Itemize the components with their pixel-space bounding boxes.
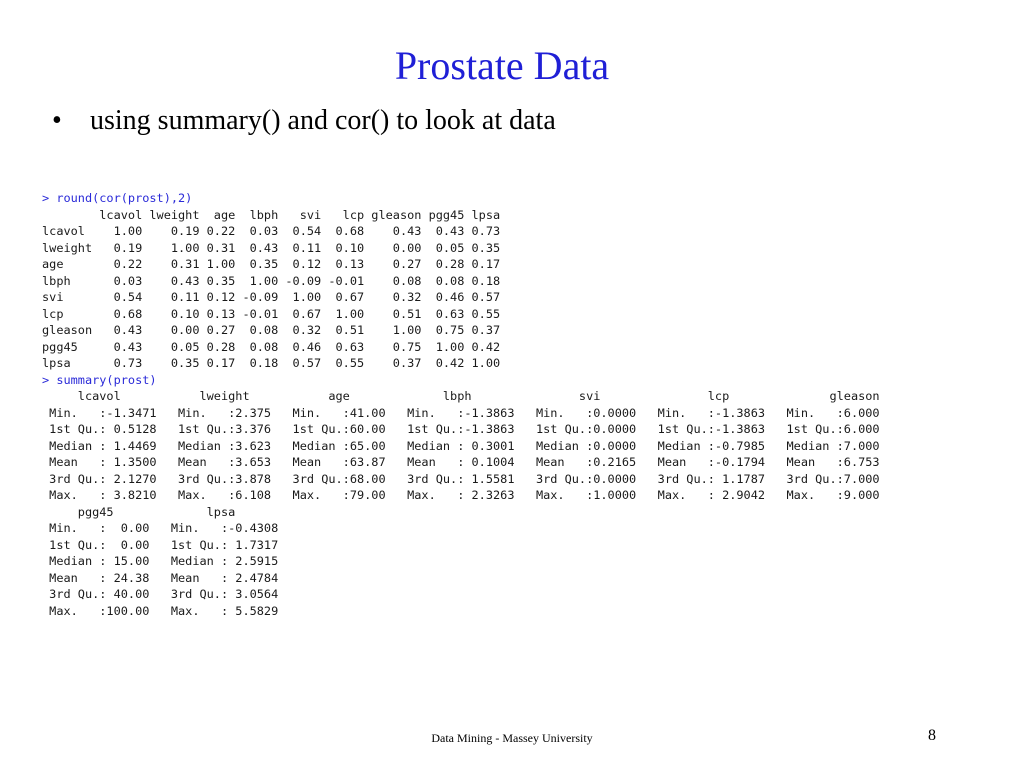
cor-row-lcp: lcp 0.68 0.10 0.13 -0.01 0.67 1.00 0.51 0.63 0.55 [42, 306, 501, 321]
summary-row-q1-1: 1st Qu.: 0.5128 1st Qu.:3.376 1st Qu.:60.00 1st Qu.:-1.3863 1st Qu.:0.0000 1st Qu.:-1.3863 1st Qu.:6.000 [42, 422, 880, 436]
summary-command: > summary(prost) [42, 372, 157, 387]
summary-row-min-1: Min. :-1.3471 Min. :2.375 Min. :41.00 Min. :-1.3863 Min. :0.0000 Min. :-1.3863 Min. :6.000 [42, 405, 880, 420]
page-number: 8 [928, 727, 936, 744]
bullet-text: using summary() and cor() to look at data [90, 105, 556, 136]
cor-row-lpsa: lpsa 0.73 0.35 0.17 0.18 0.57 0.55 0.37 0.42 1.00 [42, 356, 501, 370]
summary-row-mean-2: Mean : 24.38 Mean : 2.4784 [42, 570, 279, 585]
r-console-output [42, 190, 880, 619]
summary-row-max-1: Max. : 3.8210 Max. :6.108 Max. :79.00 Max. : 2.3263 Max. :1.0000 Max. : 2.9042 Max. :9.000 [42, 488, 880, 502]
cor-row-lweight: lweight 0.19 1.00 0.31 0.43 0.11 0.10 0.00 0.05 0.35 [42, 240, 501, 255]
cor-row-pgg45: pgg45 0.43 0.05 0.28 0.08 0.46 0.63 0.75 1.00 0.42 [42, 339, 501, 354]
bullet-item [52, 104, 556, 138]
summary-row-max-2: Max. :100.00 Max. : 5.5829 [42, 603, 279, 618]
summary-row-mean-1: Mean : 1.3500 Mean :3.653 Mean :63.87 Mean : 0.1004 Mean :0.2165 Mean :-0.1794 Mean :6.753 [42, 455, 880, 469]
cor-command: > round(cor(prost),2) [42, 191, 193, 205]
cor-table-header: lcavol lweight age lbph svi lcp gleason pgg45 lpsa [42, 207, 501, 222]
summary-row-q1-2: 1st Qu.: 0.00 1st Qu.: 1.7317 [42, 537, 279, 552]
cor-row-age: age 0.22 0.31 1.00 0.35 0.12 0.13 0.27 0.28 0.17 [42, 257, 501, 271]
summary-header-1: lcavol lweight age lbph svi lcp gleason [42, 389, 880, 403]
summary-row-q3-2: 3rd Qu.: 40.00 3rd Qu.: 3.0564 [42, 587, 279, 601]
summary-row-q3-1: 3rd Qu.: 2.1270 3rd Qu.:3.878 3rd Qu.:68.00 3rd Qu.: 1.5581 3rd Qu.:0.0000 3rd Qu.: 1.1787 3rd Qu.:7.000 [42, 471, 880, 486]
summary-row-median-2: Median : 15.00 Median : 2.5915 [42, 554, 279, 568]
cor-row-svi: svi 0.54 0.11 0.12 -0.09 1.00 0.67 0.32 0.46 0.57 [42, 290, 501, 304]
cor-row-lcavol: lcavol 1.00 0.19 0.22 0.03 0.54 0.68 0.43 0.43 0.73 [42, 224, 501, 238]
cor-row-gleason: gleason 0.43 0.00 0.27 0.08 0.32 0.51 1.00 0.75 0.37 [42, 323, 501, 337]
cor-row-lbph: lbph 0.03 0.43 0.35 1.00 -0.09 -0.01 0.08 0.08 0.18 [42, 273, 501, 288]
bullet-marker: • [52, 105, 62, 136]
slide-title: Prostate Data [394, 43, 610, 88]
footer-text: Data Mining - Massey University [431, 731, 593, 745]
summary-row-median-1: Median : 1.4469 Median :3.623 Median :65.00 Median : 0.3001 Median :0.0000 Median :-0.7985 Median :7.000 [42, 438, 880, 453]
summary-row-min-2: Min. : 0.00 Min. :-0.4308 [42, 521, 279, 535]
summary-header-2: pgg45 lpsa [42, 504, 236, 519]
